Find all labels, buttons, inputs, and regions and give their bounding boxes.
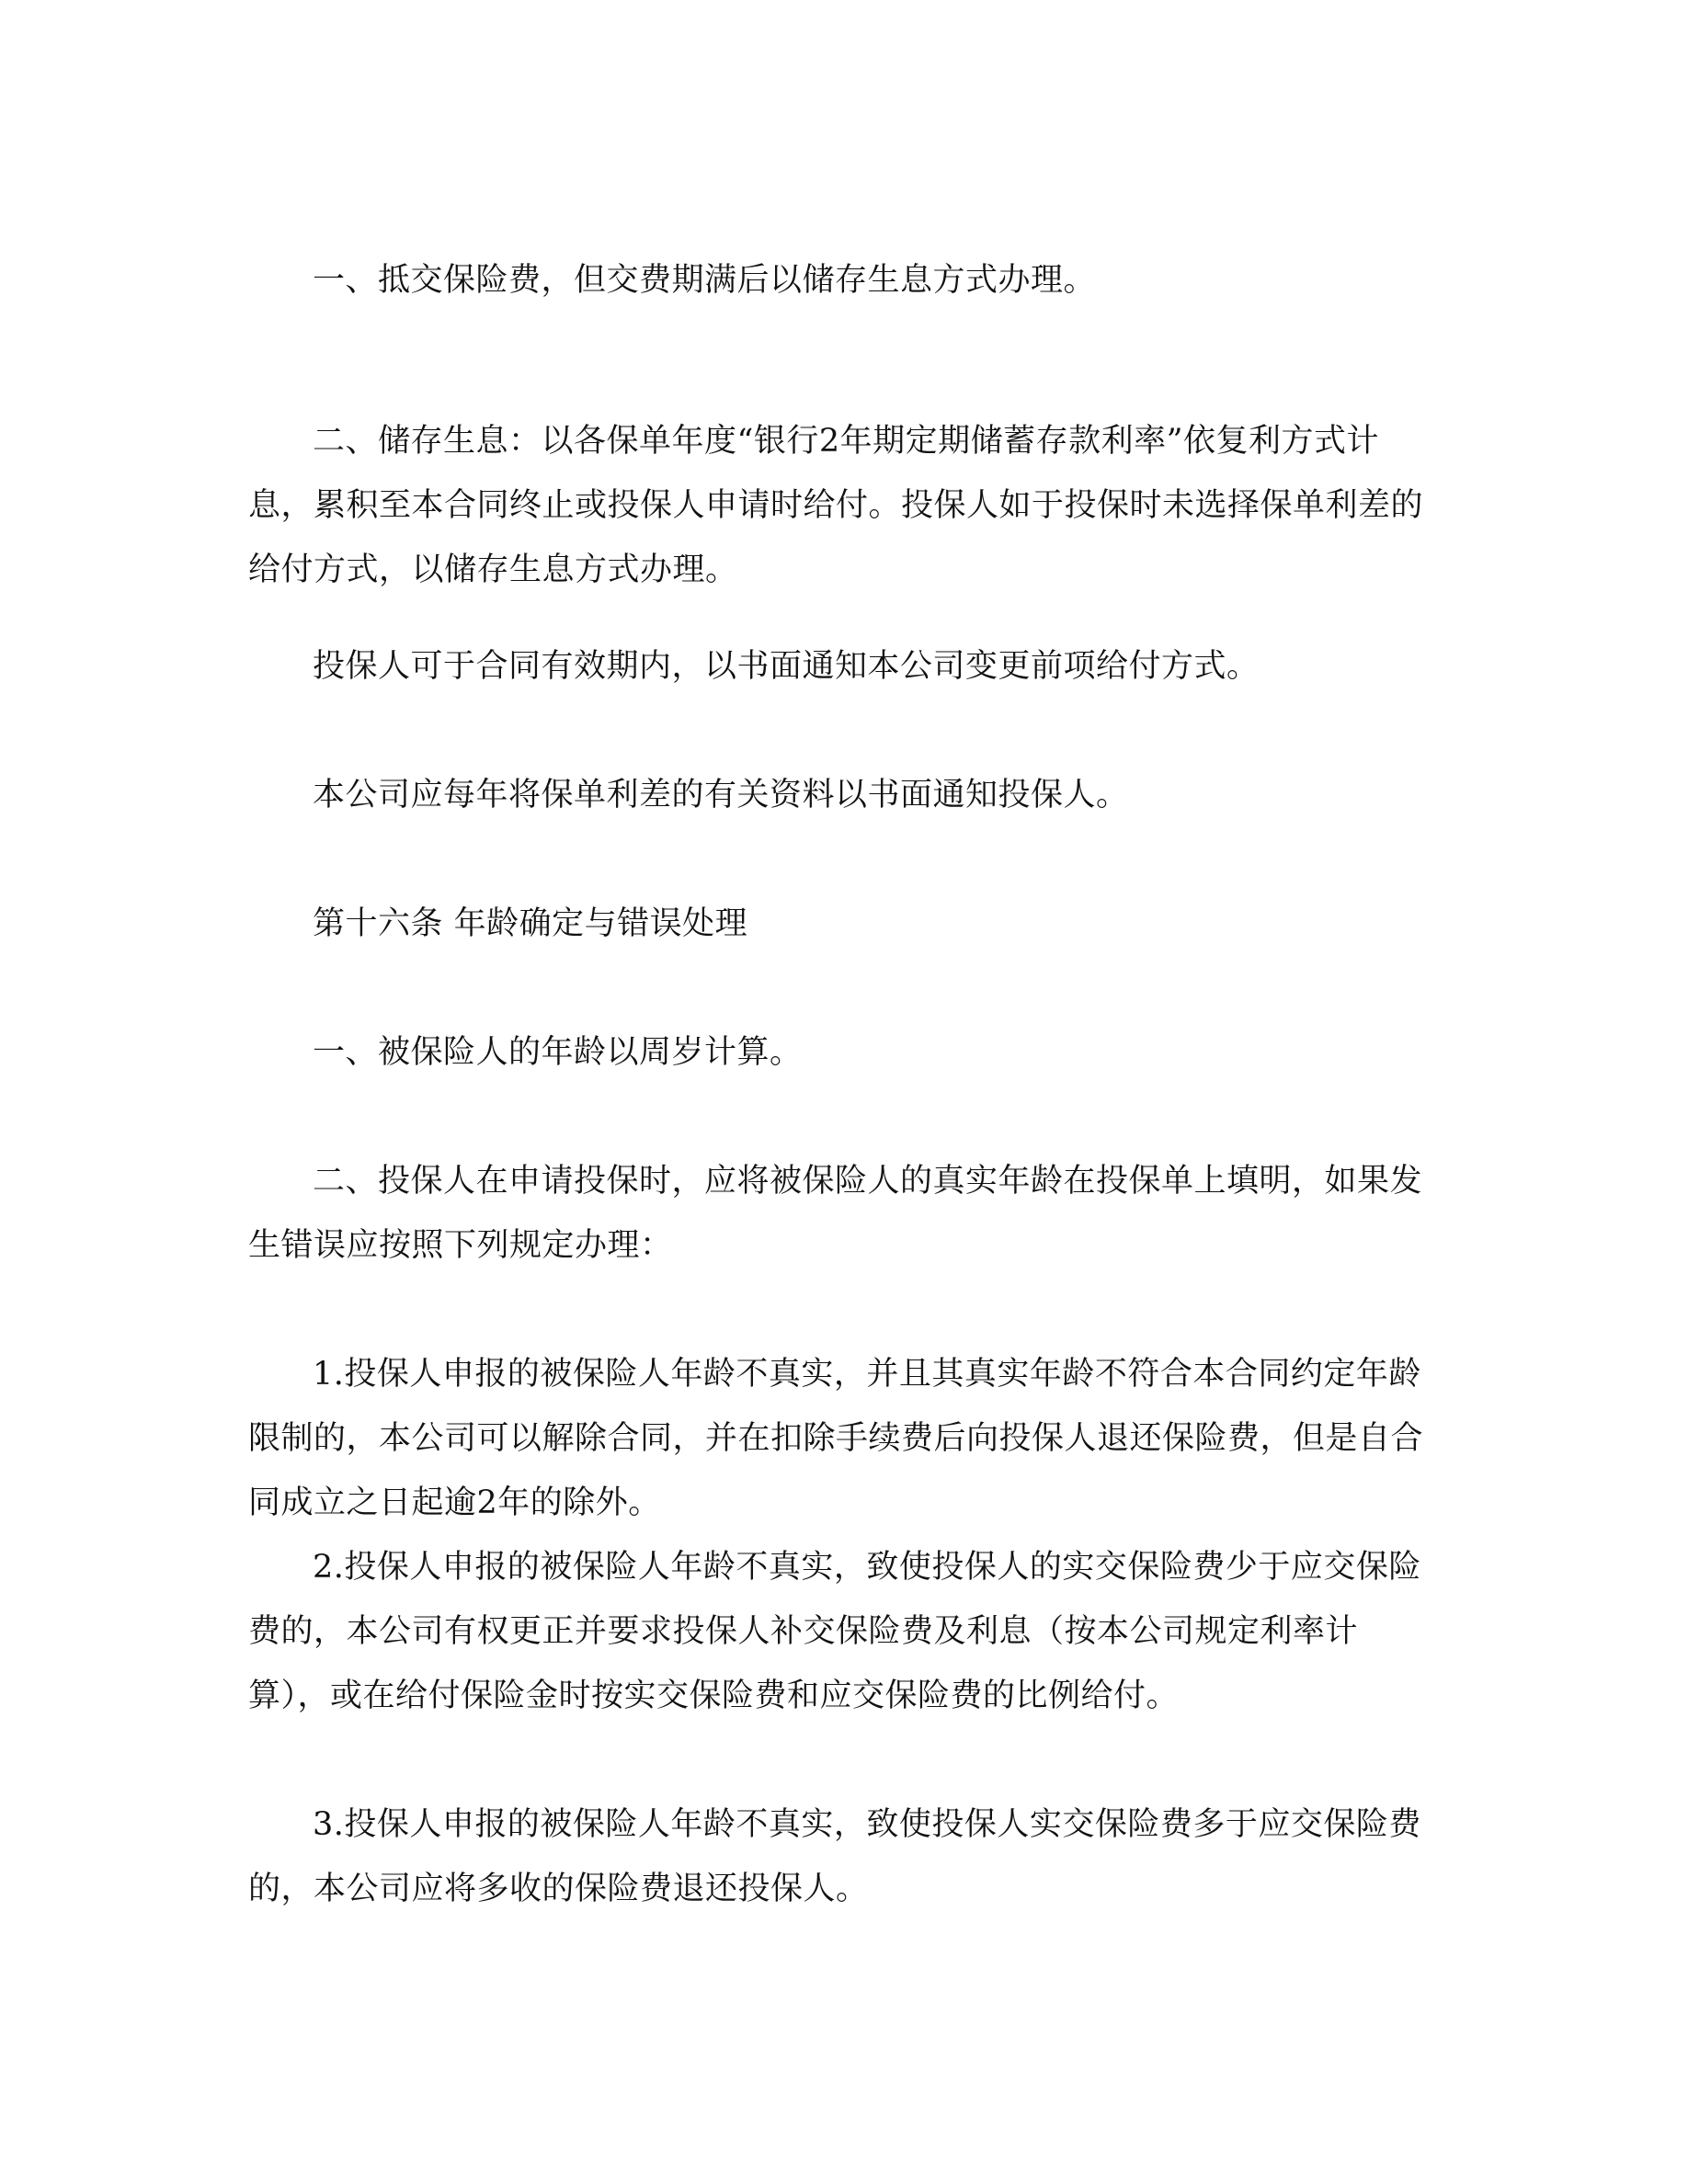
- list-item-1: 1.投保人申报的被保险人年龄不真实，并且其真实年龄不符合本合同约定年龄限制的，本公司可以解除合同，并在扣除手续费后向投保人退还保险费，但是自合同成立之日起逾2年的除外。: [248, 1356, 1424, 1521]
- paragraph-accumulate-interest: 二、储存生息：以各保单年度“银行2年期定期储蓄存款利率”依复利方式计息，累积至本合同终止或投保人申请时给付。投保人如于投保时未选择保单利差的给付方式，以储存生息方式办理。: [248, 423, 1424, 588]
- list-item-3: 3.投保人申报的被保险人年龄不真实，致使投保人实交保险费多于应交保险费的，本公司应将多收的保险费退还投保人。: [248, 1806, 1421, 1907]
- paragraph-age-calculation: 一、被保险人的年龄以周岁计算。: [313, 1034, 803, 1071]
- article-16-heading: 第十六条 年龄确定与错误处理: [313, 905, 748, 942]
- list-item-2: 2.投保人申报的被保险人年龄不真实，致使投保人的实交保险费少于应交保险费的，本公司有权更正并要求投保人补交保险费及利息（按本公司规定利率计算），或在给付保险金时按实交保险费和应交保险费的比例给付。: [248, 1549, 1421, 1714]
- paragraph-annual-notice: 本公司应每年将保单利差的有关资料以书面通知投保人。: [313, 777, 1129, 813]
- paragraph-change-payment-method: 投保人可于合同有效期内，以书面通知本公司变更前项给付方式。: [313, 648, 1260, 685]
- paragraph-premium-offset: 一、抵交保险费，但交费期满后以储存生息方式办理。: [313, 262, 1097, 299]
- paragraph-true-age-declaration: 二、投保人在申请投保时，应将被保险人的真实年龄在投保单上填明，如果发生错误应按照下列规定办理：: [248, 1163, 1423, 1264]
